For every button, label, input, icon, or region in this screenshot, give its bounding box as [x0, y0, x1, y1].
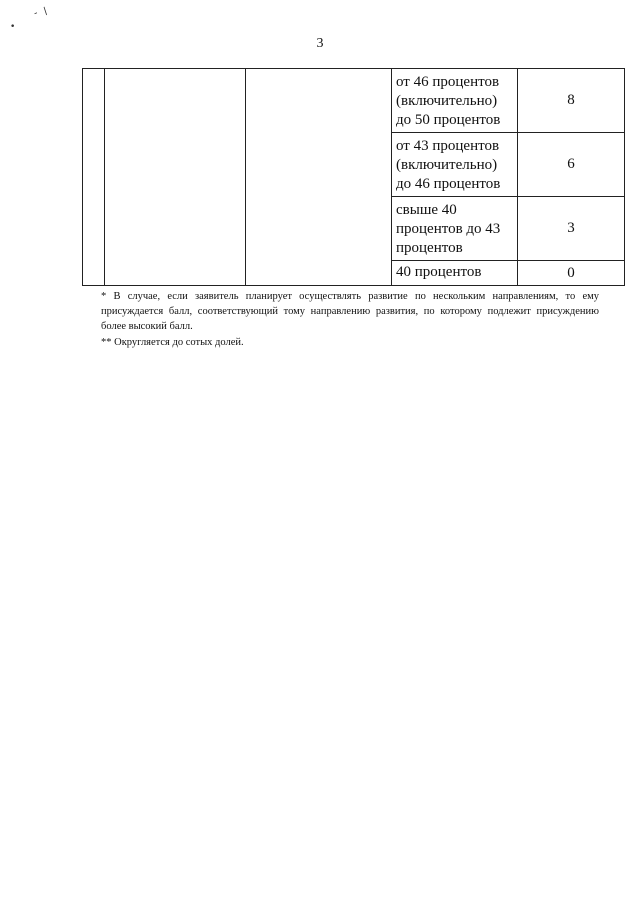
criterion-indicator-cell — [246, 69, 392, 286]
footnote-double-asterisk: ** Округляется до сотых долей. — [101, 337, 244, 348]
range-cell: от 43 процентов (включительно) до 46 процентов — [392, 133, 518, 197]
score-cell: 0 — [518, 261, 625, 286]
scan-artifact-dot: • — [10, 22, 16, 32]
score-cell: 8 — [518, 69, 625, 133]
range-cell: 40 процентов — [392, 261, 518, 286]
score-cell: 3 — [518, 197, 625, 261]
scan-artifact-tick: / — [41, 6, 51, 17]
footnote-single-asterisk: * В случае, если заявитель планирует осуществлять развитие по нескольким направлениям, то ему присуждается балл, соответствующий тому направлению развития, по которому подлежит присуждению более высокий балл. — [101, 291, 599, 332]
criteria-table — [82, 68, 625, 286]
page-number: 3 — [316, 36, 324, 51]
scan-artifact-dash: - — [31, 7, 40, 20]
criterion-name-cell — [105, 69, 246, 286]
row-number-cell — [83, 69, 105, 286]
table-row — [83, 69, 625, 133]
range-cell: свыше 40 процентов до 43 процентов — [392, 197, 518, 261]
score-cell: 6 — [518, 133, 625, 197]
footnotes — [101, 289, 599, 350]
range-cell: от 46 процентов (включительно) до 50 процентов — [392, 69, 518, 133]
